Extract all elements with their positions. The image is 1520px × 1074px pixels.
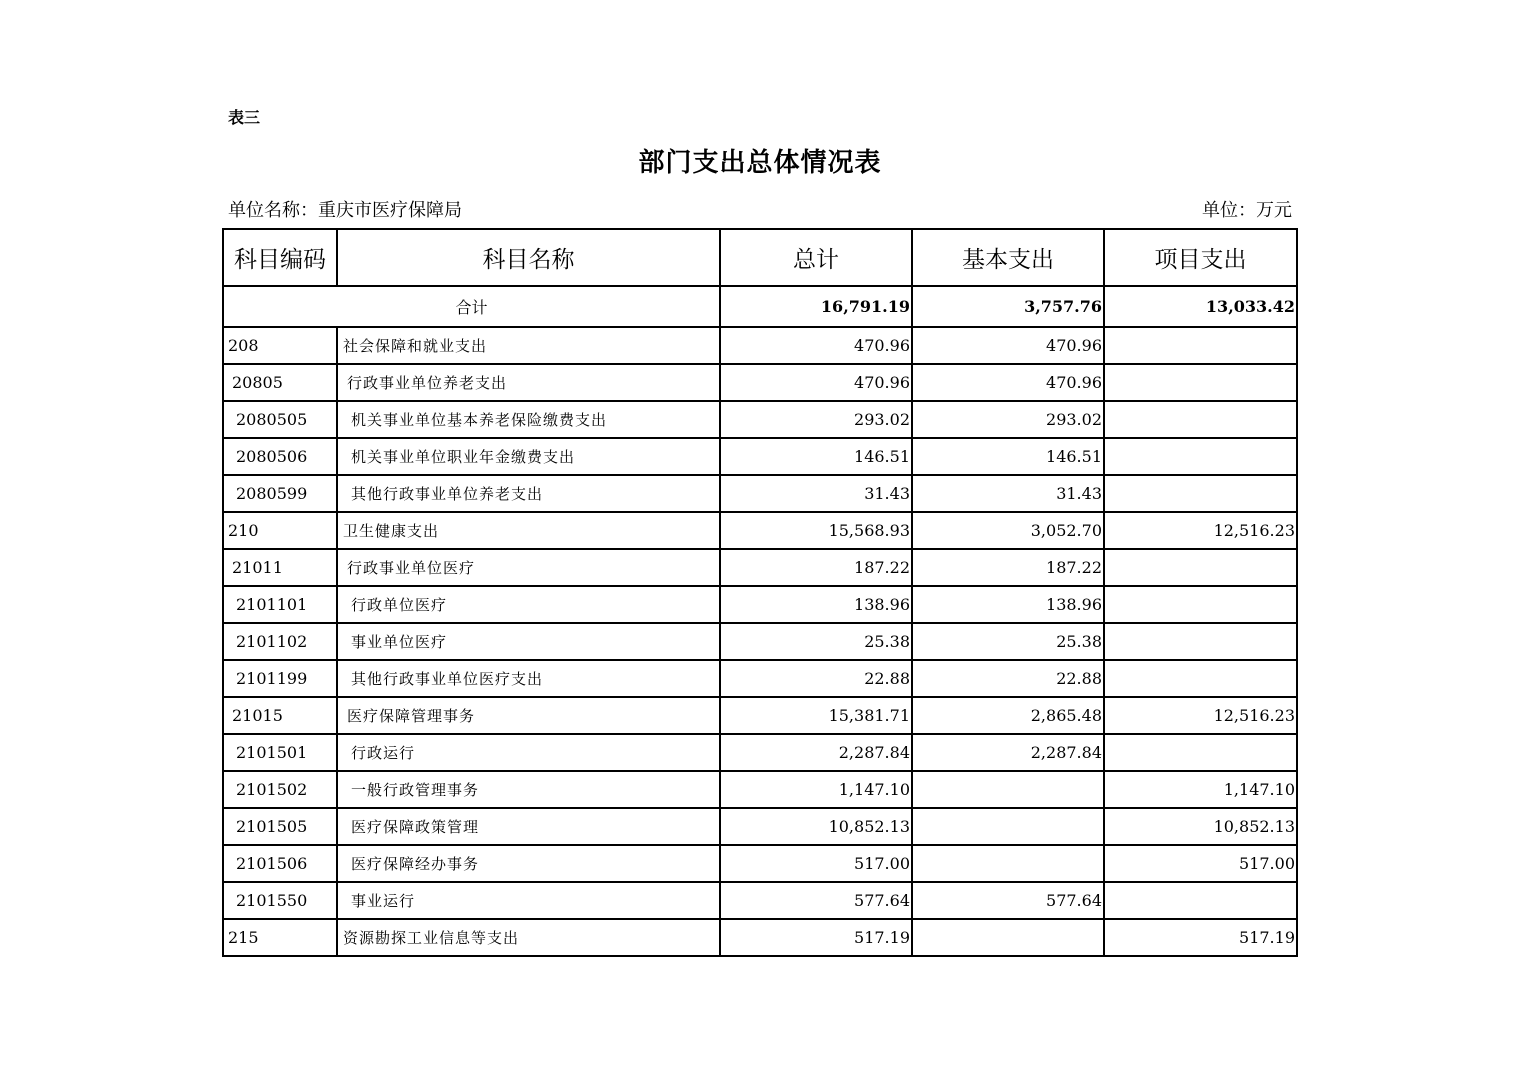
row-basic: 2,287.84: [912, 734, 1104, 771]
row-code: 210: [223, 512, 337, 549]
column-header-name: 科目名称: [337, 229, 720, 286]
organization-name: 单位名称：重庆市医疗保障局: [228, 200, 462, 221]
row-code: 20805: [223, 364, 337, 401]
row-basic: [912, 919, 1104, 956]
table-row: [223, 586, 1297, 623]
table-row: [223, 882, 1297, 919]
row-name: 卫生健康支出: [337, 512, 720, 549]
row-total: 15,381.71: [720, 697, 912, 734]
table-row: [223, 438, 1297, 475]
row-name: 行政运行: [337, 734, 720, 771]
table-row: [223, 734, 1297, 771]
row-basic: 3,052.70: [912, 512, 1104, 549]
table-row: [223, 549, 1297, 586]
row-total: 15,568.93: [720, 512, 912, 549]
row-total: 293.02: [720, 401, 912, 438]
table-row: [223, 475, 1297, 512]
table-row: [223, 845, 1297, 882]
row-basic: 2,865.48: [912, 697, 1104, 734]
row-basic: 470.96: [912, 364, 1104, 401]
row-code: 2101101: [223, 586, 337, 623]
row-project: [1104, 549, 1297, 586]
row-code: 2080506: [223, 438, 337, 475]
row-code: 2101506: [223, 845, 337, 882]
row-project: [1104, 475, 1297, 512]
row-total: 22.88: [720, 660, 912, 697]
column-header-basic: 基本支出: [912, 229, 1104, 286]
table-row: [223, 919, 1297, 956]
row-total: 517.19: [720, 919, 912, 956]
row-name: 机关事业单位基本养老保险缴费支出: [337, 401, 720, 438]
row-project: [1104, 364, 1297, 401]
row-code: 21011: [223, 549, 337, 586]
row-basic: 146.51: [912, 438, 1104, 475]
row-code: 2080505: [223, 401, 337, 438]
row-name: 社会保障和就业支出: [337, 327, 720, 364]
row-total: 138.96: [720, 586, 912, 623]
row-code: 208: [223, 327, 337, 364]
row-code: 2080599: [223, 475, 337, 512]
column-header-project: 项目支出: [1104, 229, 1297, 286]
table-header-row: [223, 229, 1297, 286]
row-total: 2,287.84: [720, 734, 912, 771]
row-project: [1104, 882, 1297, 919]
row-total: 470.96: [720, 364, 912, 401]
row-basic: 25.38: [912, 623, 1104, 660]
table-row: [223, 808, 1297, 845]
row-code: 2101199: [223, 660, 337, 697]
column-header-total: 总计: [720, 229, 912, 286]
page-title: 部门支出总体情况表: [638, 148, 882, 178]
row-project: [1104, 401, 1297, 438]
table-row: [223, 512, 1297, 549]
table-row: [223, 327, 1297, 364]
row-code: 21015: [223, 697, 337, 734]
row-project: 12,516.23: [1104, 512, 1297, 549]
row-name: 医疗保障政策管理: [337, 808, 720, 845]
row-name: 事业运行: [337, 882, 720, 919]
row-name: 其他行政事业单位医疗支出: [337, 660, 720, 697]
row-basic: 187.22: [912, 549, 1104, 586]
row-total: 146.51: [720, 438, 912, 475]
row-name: 一般行政管理事务: [337, 771, 720, 808]
row-project: 1,147.10: [1104, 771, 1297, 808]
row-basic: [912, 808, 1104, 845]
row-code: 2101505: [223, 808, 337, 845]
row-name: 医疗保障管理事务: [337, 697, 720, 734]
row-name: 行政事业单位医疗: [337, 549, 720, 586]
row-total: 25.38: [720, 623, 912, 660]
row-total: 577.64: [720, 882, 912, 919]
row-total: 517.00: [720, 845, 912, 882]
column-header-code: 科目编码: [223, 229, 337, 286]
row-project: [1104, 623, 1297, 660]
row-code: 2101501: [223, 734, 337, 771]
row-total: 1,147.10: [720, 771, 912, 808]
row-code: 2101102: [223, 623, 337, 660]
row-name: 资源勘探工业信息等支出: [337, 919, 720, 956]
table-row: [223, 623, 1297, 660]
row-basic: 138.96: [912, 586, 1104, 623]
row-name: 行政事业单位养老支出: [337, 364, 720, 401]
row-code: 2101502: [223, 771, 337, 808]
row-basic: 293.02: [912, 401, 1104, 438]
row-project: 517.19: [1104, 919, 1297, 956]
row-project: 12,516.23: [1104, 697, 1297, 734]
row-project: [1104, 734, 1297, 771]
row-project: [1104, 327, 1297, 364]
row-name: 事业单位医疗: [337, 623, 720, 660]
row-basic: 470.96: [912, 327, 1104, 364]
row-total: 10,852.13: [720, 808, 912, 845]
row-project: [1104, 586, 1297, 623]
currency-unit: 单位：万元: [1202, 200, 1292, 221]
table-row: [223, 771, 1297, 808]
row-basic: [912, 771, 1104, 808]
table-row: [223, 697, 1297, 734]
row-total: 470.96: [720, 327, 912, 364]
table-row: [223, 401, 1297, 438]
row-name: 机关事业单位职业年金缴费支出: [337, 438, 720, 475]
row-project: [1104, 660, 1297, 697]
row-basic: 22.88: [912, 660, 1104, 697]
row-name: 医疗保障经办事务: [337, 845, 720, 882]
row-name: 其他行政事业单位养老支出: [337, 475, 720, 512]
total-label: 合计: [223, 286, 720, 327]
row-basic: 577.64: [912, 882, 1104, 919]
total-amount: 16,791.19: [720, 286, 912, 327]
table-row: [223, 660, 1297, 697]
table-number-label: 表三: [228, 108, 261, 127]
row-name: 行政单位医疗: [337, 586, 720, 623]
total-project-amount: 13,033.42: [1104, 286, 1297, 327]
row-project: 517.00: [1104, 845, 1297, 882]
row-project: 10,852.13: [1104, 808, 1297, 845]
expenditure-table: [222, 228, 1298, 957]
total-basic-amount: 3,757.76: [912, 286, 1104, 327]
row-basic: 31.43: [912, 475, 1104, 512]
total-row: [223, 286, 1297, 327]
row-code: 215: [223, 919, 337, 956]
row-code: 2101550: [223, 882, 337, 919]
row-basic: [912, 845, 1104, 882]
table-row: [223, 364, 1297, 401]
row-total: 187.22: [720, 549, 912, 586]
row-total: 31.43: [720, 475, 912, 512]
row-project: [1104, 438, 1297, 475]
